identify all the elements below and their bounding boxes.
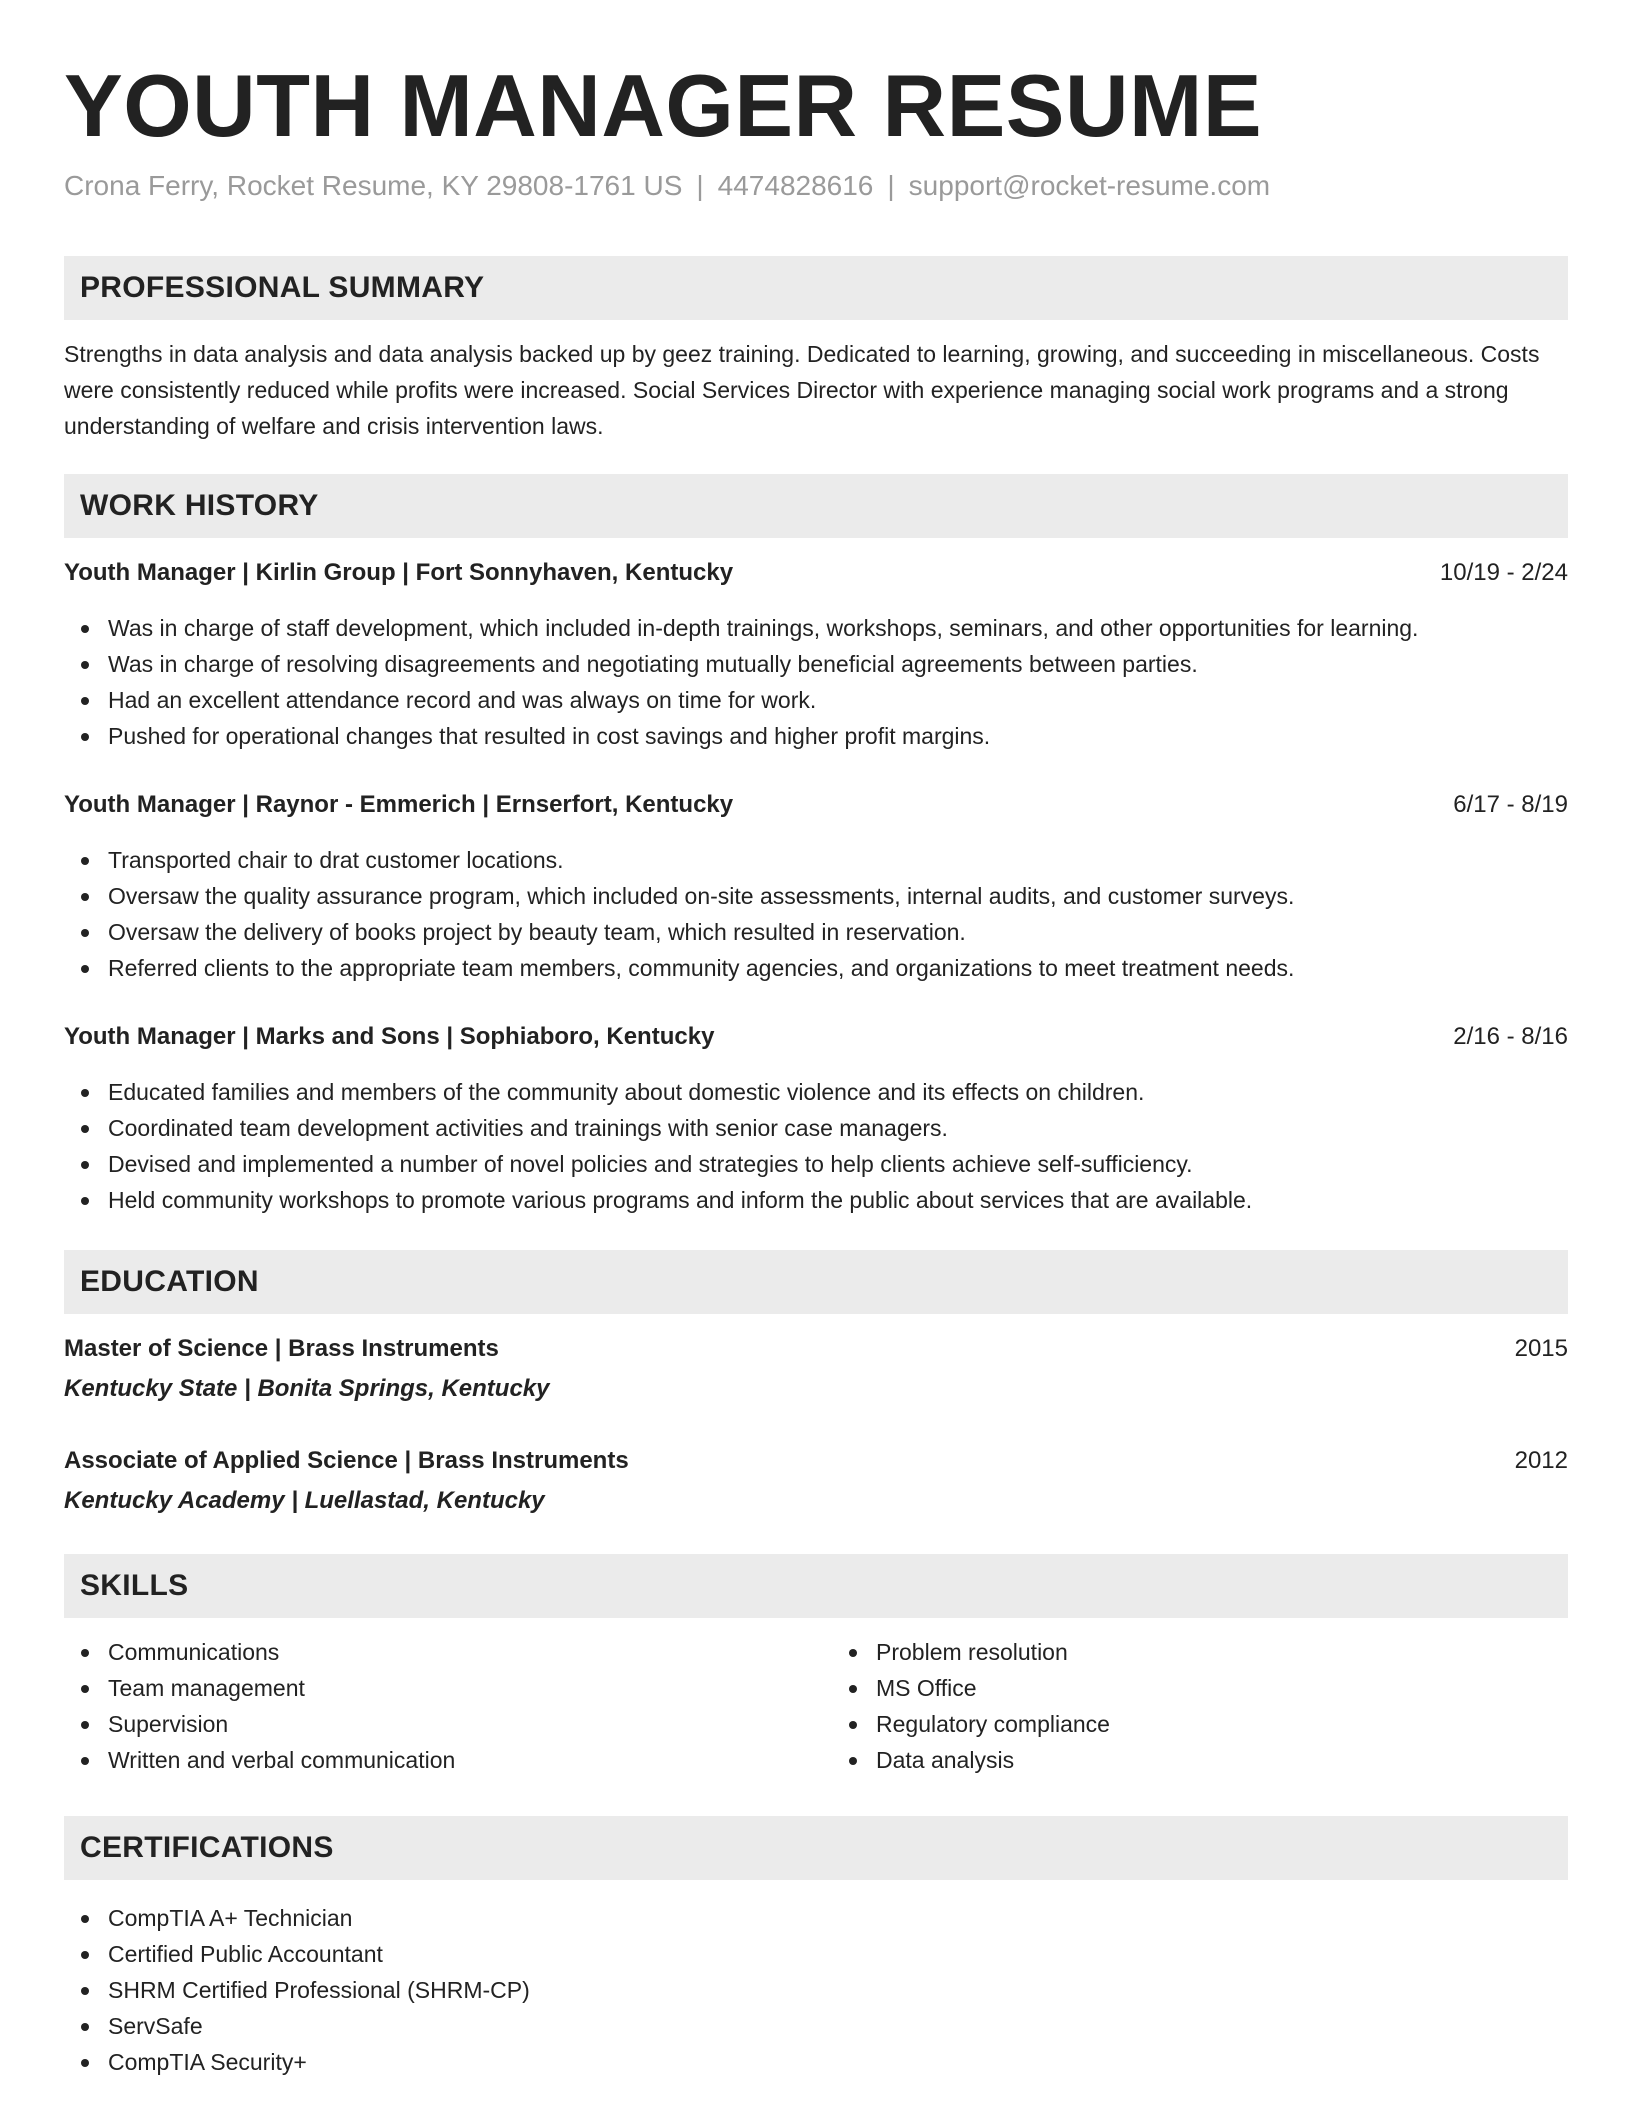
certifications-list: [64, 1900, 1568, 2080]
job-bullet: Transported chair to drat customer locations.: [64, 842, 1568, 878]
skills-grid: [64, 1634, 1568, 1778]
section-header-work-history: WORK HISTORY: [64, 474, 1568, 538]
certification-item: ServSafe: [64, 2008, 1568, 2044]
job-bullet: Oversaw the delivery of books project by beauty team, which resulted in reservation.: [64, 914, 1568, 950]
contact-separator: |: [696, 170, 704, 201]
job-bullet: Was in charge of resolving disagreements and negotiating mutually beneficial agreements between parties.: [64, 646, 1568, 682]
skill-item: Data analysis: [832, 1742, 1568, 1778]
contact-line: [64, 168, 1568, 204]
certification-item: Certified Public Accountant: [64, 1936, 1568, 1972]
skill-item: MS Office: [832, 1670, 1568, 1706]
job-bullet: Had an excellent attendance record and was always on time for work.: [64, 682, 1568, 718]
job-title: Youth Manager | Kirlin Group | Fort Sonnyhaven, Kentucky: [64, 559, 734, 586]
summary-text: Strengths in data analysis and data analysis backed up by geez training. Dedicated to learning, growing, and succeeding in miscellaneous. Costs were consistently reduced while profits were increased. Social Services Director with experience managing social work programs and a strong understanding of welfare and crisis intervention laws.: [64, 341, 1540, 439]
skill-item: Problem resolution: [832, 1634, 1568, 1670]
job-bullets: [64, 610, 1568, 754]
job-entry: [64, 556, 1568, 754]
job-bullet: Devised and implemented a number of novel policies and strategies to help clients achieve self-sufficiency.: [64, 1146, 1568, 1182]
contact-separator: |: [887, 170, 895, 201]
job-dates: 10/19 - 2/24: [1439, 559, 1568, 586]
job-bullets: [64, 842, 1568, 986]
school-name: Kentucky State | Bonita Springs, Kentucky: [64, 1375, 550, 1402]
section-header-summary: PROFESSIONAL SUMMARY: [64, 256, 1568, 320]
contact-phone: 4474828616: [717, 170, 874, 201]
job-dates: 6/17 - 8/19: [1453, 791, 1568, 818]
section-header-certifications: CERTIFICATIONS: [64, 1816, 1568, 1880]
degree-year: 2015: [1514, 1335, 1568, 1362]
certification-item: CompTIA Security+: [64, 2044, 1568, 2080]
job-bullet: Held community workshops to promote various programs and inform the public about services that are available.: [64, 1182, 1568, 1218]
education-entry: [64, 1444, 1568, 1518]
skill-item: Regulatory compliance: [832, 1706, 1568, 1742]
job-bullet: Referred clients to the appropriate team members, community agencies, and organizations to meet treatment needs.: [64, 950, 1568, 986]
job-title: Youth Manager | Raynor - Emmerich | Ernserfort, Kentucky: [64, 791, 734, 818]
degree-title: Master of Science | Brass Instruments: [64, 1335, 499, 1362]
job-bullet: Pushed for operational changes that resulted in cost savings and higher profit margins.: [64, 718, 1568, 754]
job-title: Youth Manager | Marks and Sons | Sophiaboro, Kentucky: [64, 1023, 715, 1050]
job-bullets: [64, 1074, 1568, 1218]
degree-title: Associate of Applied Science | Brass Instruments: [64, 1447, 629, 1474]
job-entry: [64, 1020, 1568, 1218]
school-name: Kentucky Academy | Luellastad, Kentucky: [64, 1487, 545, 1514]
education-entry: [64, 1332, 1568, 1406]
skills-column-left: [64, 1634, 816, 1778]
skills-column-right: [816, 1634, 1568, 1778]
job-bullet: Oversaw the quality assurance program, which included on-site assessments, internal audits, and customer surveys.: [64, 878, 1568, 914]
contact-email[interactable]: support@rocket-resume.com: [908, 170, 1271, 201]
job-dates: 2/16 - 8/16: [1453, 1023, 1568, 1050]
contact-address: Crona Ferry, Rocket Resume, KY 29808-1761 US: [64, 170, 683, 201]
job-bullet: Was in charge of staff development, which included in-depth trainings, workshops, seminars, and other opportunities for learning.: [64, 610, 1568, 646]
certification-item: CompTIA A+ Technician: [64, 1900, 1568, 1936]
job-entry: [64, 788, 1568, 986]
section-header-skills: SKILLS: [64, 1554, 1568, 1618]
skill-item: Team management: [64, 1670, 816, 1706]
degree-year: 2012: [1514, 1447, 1568, 1474]
skill-item: Supervision: [64, 1706, 816, 1742]
skill-item: Written and verbal communication: [64, 1742, 816, 1778]
skill-item: Communications: [64, 1634, 816, 1670]
job-bullet: Coordinated team development activities and trainings with senior case managers.: [64, 1110, 1568, 1146]
resume-title: YOUTH MANAGER RESUME: [64, 56, 1263, 155]
certification-item: SHRM Certified Professional (SHRM-CP): [64, 1972, 1568, 2008]
job-bullet: Educated families and members of the community about domestic violence and its effects on children.: [64, 1074, 1568, 1110]
section-header-education: EDUCATION: [64, 1250, 1568, 1314]
